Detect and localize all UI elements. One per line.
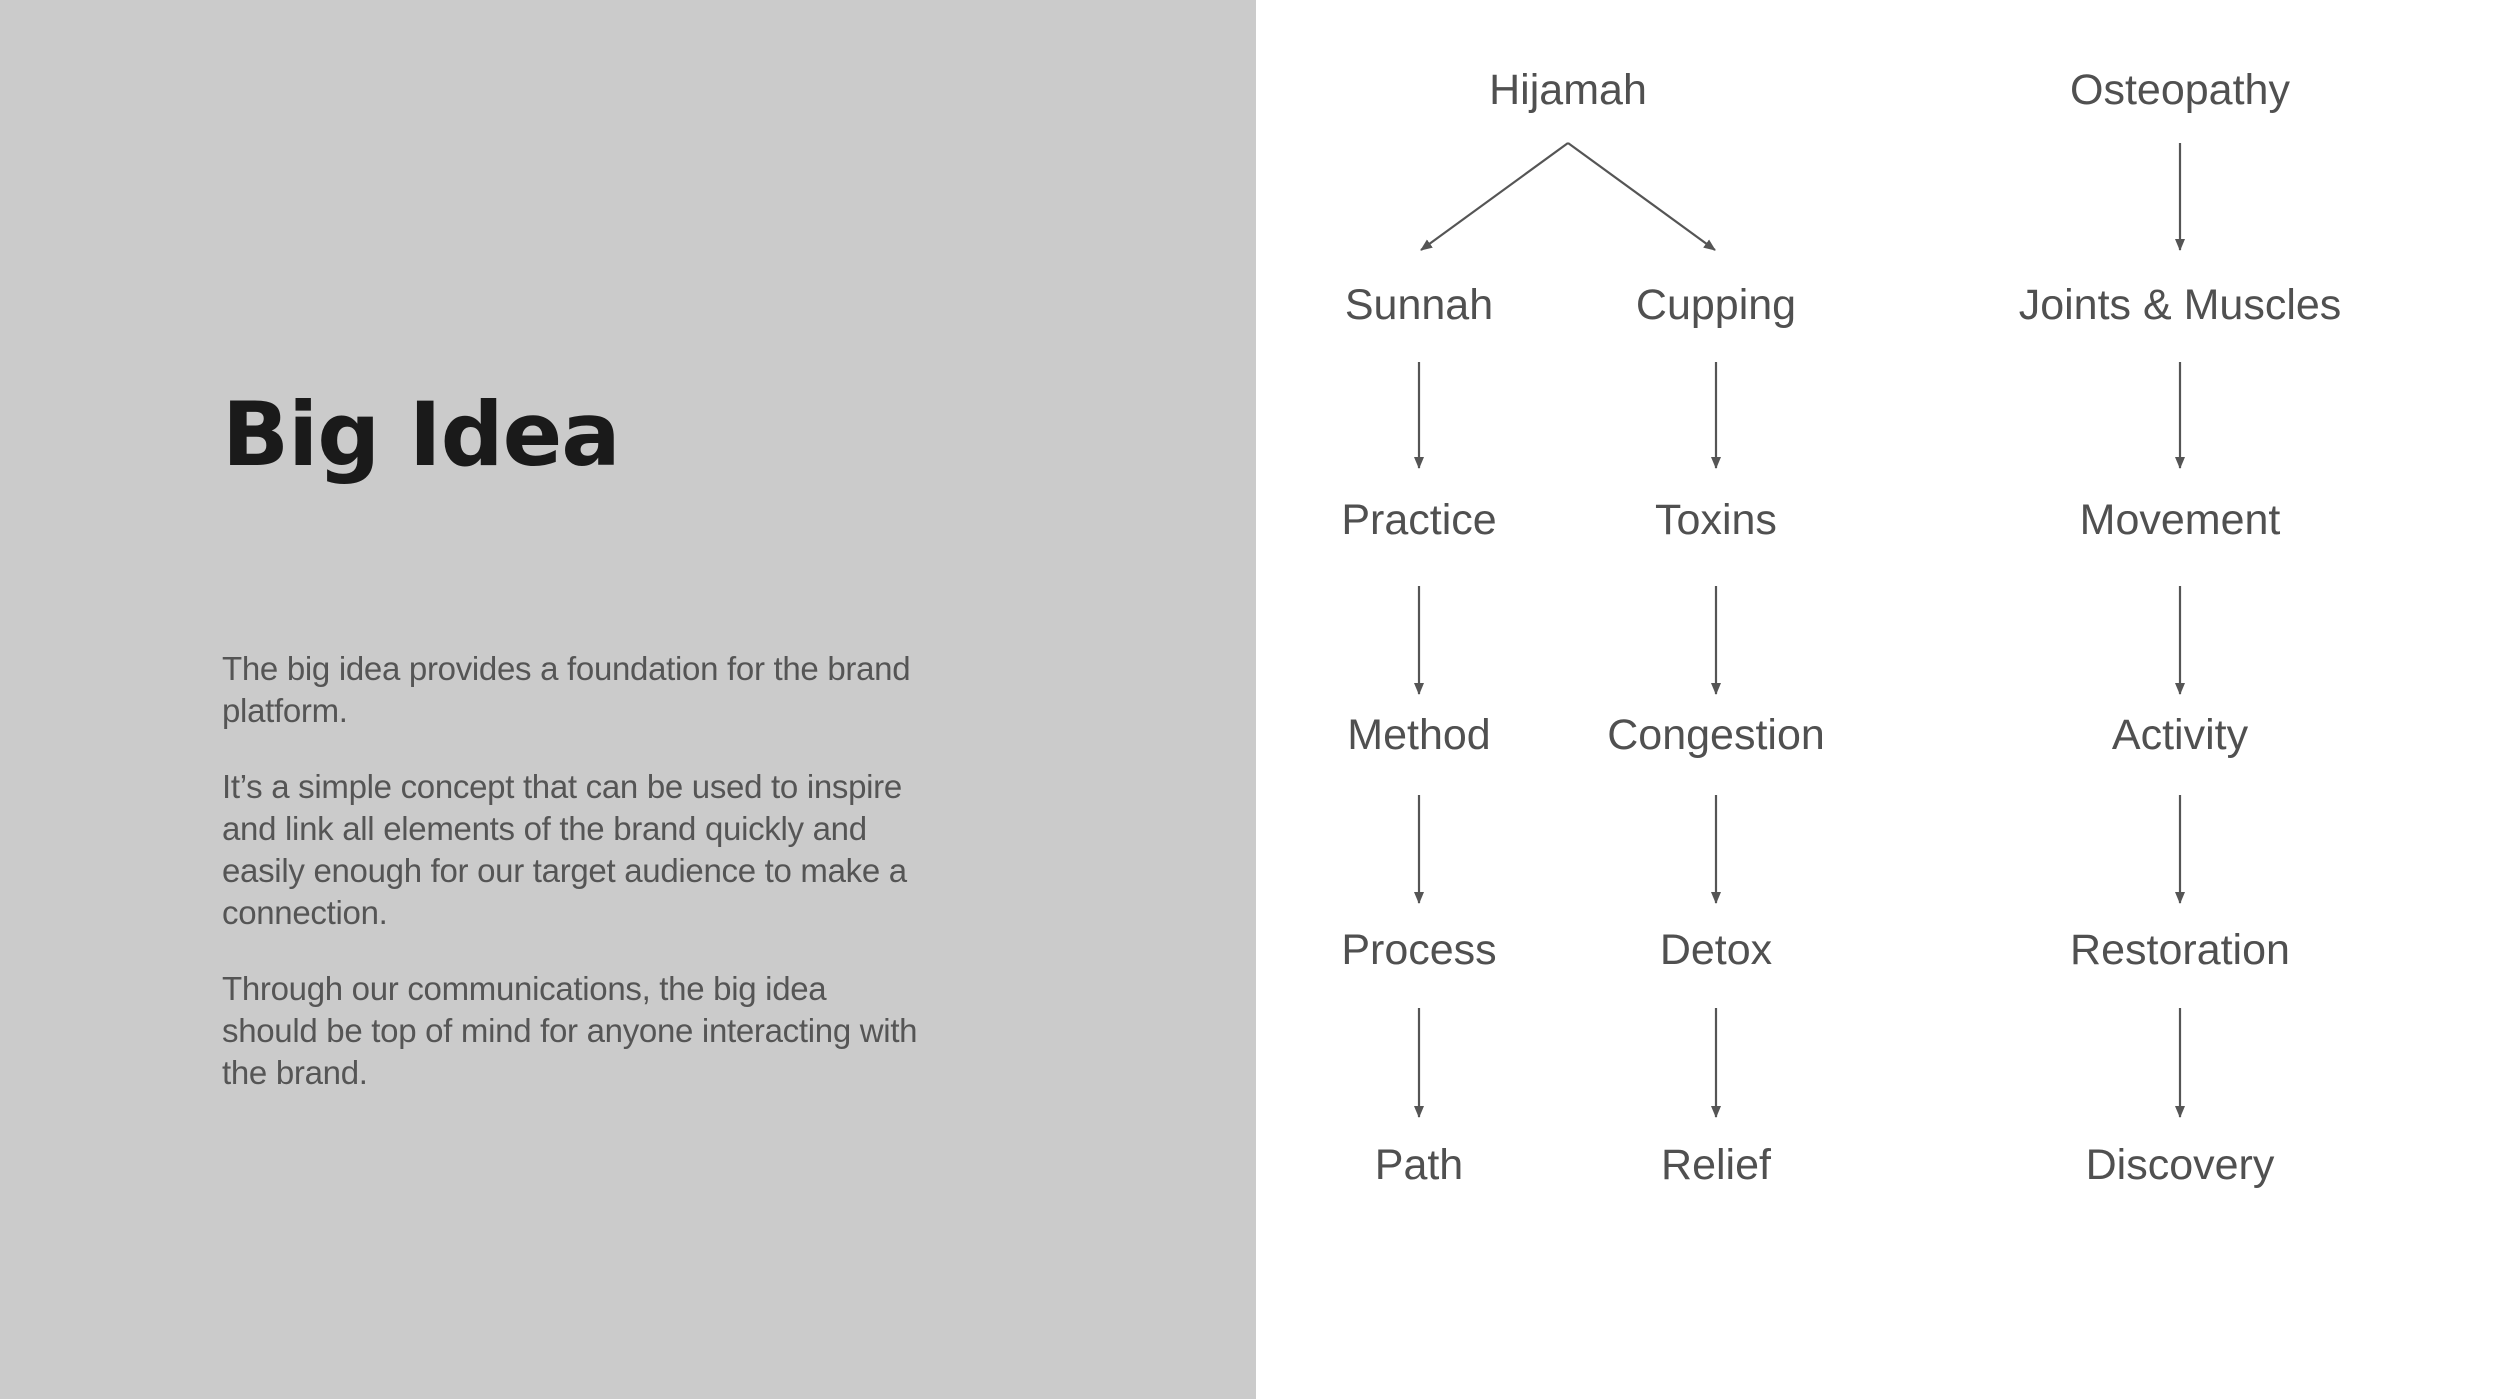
node-cupping: Cupping [1635,281,1797,329]
node-activity: Activity [2111,711,2249,759]
node-method: Method [1347,711,1491,759]
node-path: Path [1374,1141,1464,1189]
node-detox: Detox [1659,926,1773,974]
page-title: Big Idea [222,383,620,486]
node-joints-muscles: Joints & Muscles [2018,281,2342,329]
node-osteopathy: Osteopathy [2070,66,2290,114]
node-sunnah: Sunnah [1344,281,1494,329]
node-practice: Practice [1341,496,1497,544]
node-process: Process [1341,926,1497,974]
description-paragraph-1: The big idea provides a foundation for the brand platform. [222,650,911,729]
node-hijamah: Hijamah [1489,66,1647,114]
arrow-hijamah-sunnah [1421,143,1568,250]
node-toxins: Toxins [1655,496,1777,544]
node-discovery: Discovery [2085,1141,2275,1189]
node-restoration: Restoration [2070,926,2290,974]
node-relief: Relief [1661,1141,1771,1189]
description-paragraph-3: Through our communications, the big idea should be top of mind for anyone interacting with the brand. [222,970,918,1091]
node-movement: Movement [2079,496,2281,544]
description-paragraph-2: It’s a simple concept that can be used to inspire and link all elements of the brand quickly and easily enough for our target audience to make a connection. [222,768,907,931]
arrow-hijamah-cupping [1568,143,1715,250]
node-congestion: Congestion [1607,711,1825,759]
